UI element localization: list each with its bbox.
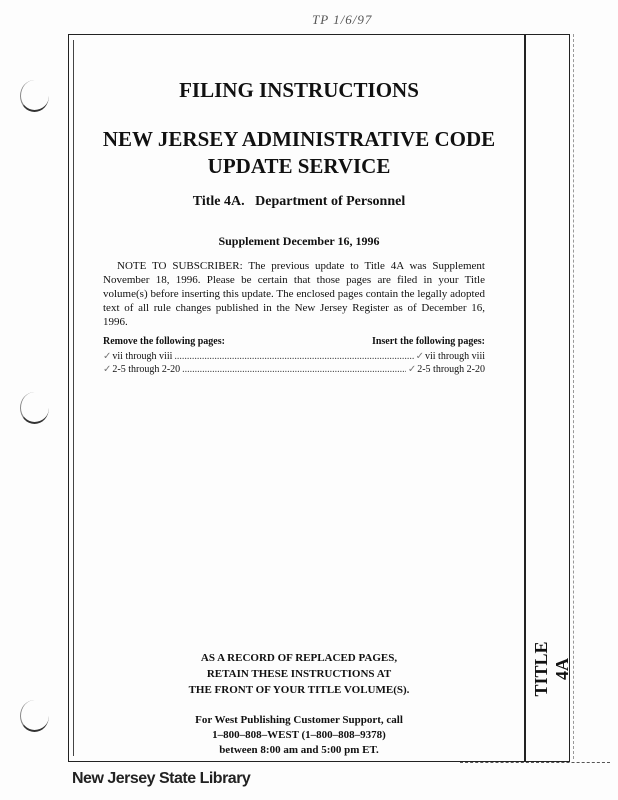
bottom-dashed-rule — [460, 762, 610, 763]
remove-pages: vii through viii — [112, 351, 173, 362]
record-instructions — [74, 650, 524, 698]
insert-pages: 2-5 through 2-20 — [417, 364, 485, 375]
record-line: THE FRONT OF YOUR TITLE VOLUME(S). — [188, 684, 410, 696]
customer-support — [74, 713, 524, 758]
check-mark-icon: ✓ — [415, 351, 424, 362]
list-item — [103, 364, 485, 375]
check-mark-icon: ✓ — [103, 351, 112, 362]
handwritten-note: TP 1/6/97 — [312, 12, 373, 27]
column-headers — [103, 336, 485, 347]
dot-leader — [174, 351, 413, 362]
title-tab-label: TITLE 4A — [531, 641, 572, 697]
support-line: between 8:00 am and 5:00 pm ET. — [219, 744, 379, 756]
insert-header: Insert the following pages: — [371, 336, 485, 347]
punch-hole-icon — [20, 80, 49, 112]
right-dashed-rule — [573, 34, 574, 759]
code-title-line: UPDATE SERVICE — [207, 154, 391, 178]
tab-divider — [524, 34, 526, 762]
code-title-line: NEW JERSEY ADMINISTRATIVE CODE — [102, 127, 496, 151]
remove-pages: 2-5 through 2-20 — [112, 364, 181, 375]
library-stamp: New Jersey State Library — [72, 770, 251, 787]
code-title — [74, 126, 524, 180]
dot-leader — [182, 364, 406, 375]
subscriber-note: NOTE TO SUBSCRIBER: The previous update to Title 4A was Supplement November 18, 1996. Please be certain that those pages are filed in your Title volume(s) before inserting this update. The enclosed pages contain the legally adopted text of all rule changes published in the New Jersey Register as of December 16, 1996. — [103, 260, 485, 328]
record-line: RETAIN THESE INSTRUCTIONS AT — [206, 668, 392, 680]
department-heading: Title 4A. Department of Personnel — [192, 194, 406, 209]
page-title: FILING INSTRUCTIONS — [179, 78, 419, 102]
insert-pages: vii through viii — [425, 351, 485, 362]
record-line: AS A RECORD OF REPLACED PAGES, — [200, 652, 398, 664]
supplement-heading: Supplement December 16, 1996 — [218, 234, 380, 248]
support-line: 1–800–808–WEST (1–800–808–9378) — [212, 729, 386, 741]
punch-hole-icon — [20, 392, 49, 424]
list-item — [103, 351, 485, 362]
punch-hole-icon — [20, 700, 49, 732]
check-mark-icon: ✓ — [103, 364, 112, 375]
support-line: For West Publishing Customer Support, call — [195, 714, 403, 726]
remove-header: Remove the following pages: — [103, 336, 225, 347]
check-mark-icon: ✓ — [407, 364, 417, 375]
